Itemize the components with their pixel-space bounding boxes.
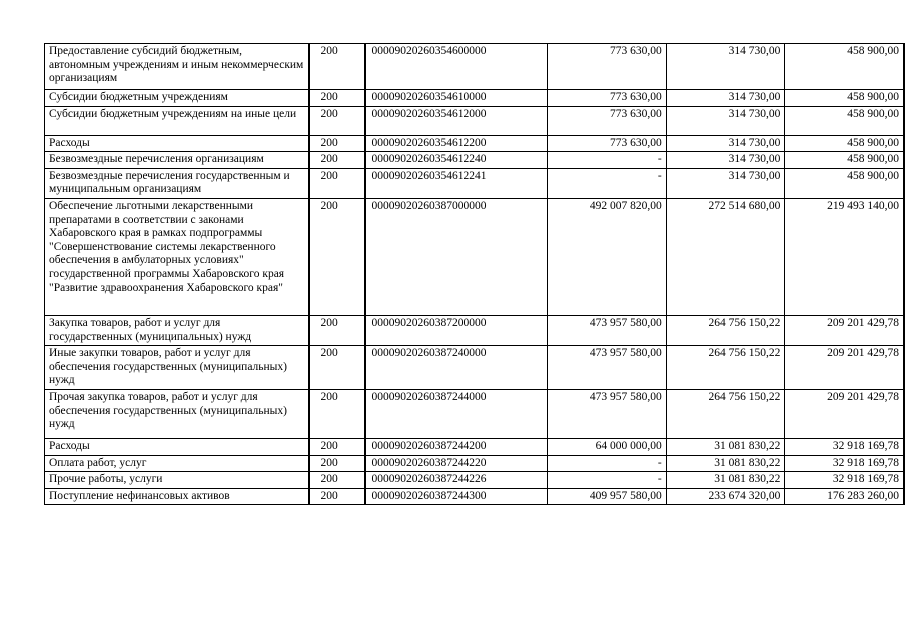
row-name-cell: Обеспечение льготными лекарственными препаратами в соответствии с законами Хабаровского края в рамках подпрограммы "Совершенствование системы лекарственного обеспечения в амбулаторных условиях" государственной программы Хабаровского края "Развитие здравоохранения Хабаровского края" [45,198,310,315]
table-row [45,198,905,315]
row-value-2-cell: 233 674 320,00 [666,488,785,505]
row-value-3-cell: 209 201 429,78 [785,389,904,438]
row-kbk-cell: 00009020260387244000 [365,389,548,438]
row-kbk-cell: 00009020260354600000 [365,44,548,90]
row-code-cell: 200 [309,198,364,315]
row-code-cell: 200 [309,488,364,505]
row-value-1-cell: 492 007 820,00 [548,198,667,315]
table-row [45,389,905,438]
row-kbk-cell: 00009020260354612200 [365,135,548,152]
row-code-cell: 200 [309,389,364,438]
row-value-1-cell: 473 957 580,00 [548,389,667,438]
table-row [45,438,905,455]
row-value-3-cell: 32 918 169,78 [785,455,904,472]
row-name-cell: Прочая закупка товаров, работ и услуг для обеспечения государственных (муниципальных) нужд [45,389,310,438]
row-kbk-cell: 00009020260354612000 [365,106,548,135]
row-kbk-cell: 00009020260387244300 [365,488,548,505]
table-row [45,44,905,90]
row-value-3-cell: 458 900,00 [785,152,904,169]
row-value-3-cell: 458 900,00 [785,135,904,152]
row-value-1-cell: 773 630,00 [548,106,667,135]
row-value-2-cell: 31 081 830,22 [666,455,785,472]
row-name-cell: Расходы [45,438,310,455]
table-row [45,455,905,472]
row-code-cell: 200 [309,90,364,107]
table-row [45,168,905,198]
row-name-cell: Иные закупки товаров, работ и услуг для обеспечения государственных (муниципальных) нужд [45,346,310,390]
row-code-cell: 200 [309,44,364,90]
row-kbk-cell: 00009020260354612240 [365,152,548,169]
row-kbk-cell: 00009020260387244220 [365,455,548,472]
row-value-2-cell: 31 081 830,22 [666,472,785,489]
row-value-2-cell: 314 730,00 [666,152,785,169]
budget-table-body [45,44,905,505]
row-value-2-cell: 314 730,00 [666,135,785,152]
row-value-3-cell: 209 201 429,78 [785,315,904,345]
row-kbk-cell: 00009020260387244226 [365,472,548,489]
row-value-2-cell: 314 730,00 [666,168,785,198]
row-value-3-cell: 32 918 169,78 [785,472,904,489]
row-value-2-cell: 314 730,00 [666,106,785,135]
row-value-3-cell: 458 900,00 [785,44,904,90]
row-kbk-cell: 00009020260354612241 [365,168,548,198]
row-value-3-cell: 219 493 140,00 [785,198,904,315]
row-value-3-cell: 458 900,00 [785,90,904,107]
row-value-1-cell: 773 630,00 [548,44,667,90]
row-value-2-cell: 31 081 830,22 [666,438,785,455]
row-code-cell: 200 [309,152,364,169]
row-value-1-cell: - [548,455,667,472]
row-name-cell: Безвозмездные перечисления организациям [45,152,310,169]
row-value-1-cell: - [548,168,667,198]
row-value-2-cell: 314 730,00 [666,90,785,107]
row-code-cell: 200 [309,455,364,472]
table-row [45,346,905,390]
row-name-cell: Предоставление субсидий бюджетным, автономным учреждениям и иным некоммерческим организациям [45,44,310,90]
row-code-cell: 200 [309,346,364,390]
row-value-3-cell: 209 201 429,78 [785,346,904,390]
row-value-3-cell: 176 283 260,00 [785,488,904,505]
row-name-cell: Субсидии бюджетным учреждениям [45,90,310,107]
row-name-cell: Безвозмездные перечисления государственным и муниципальным организациям [45,168,310,198]
row-value-1-cell: 473 957 580,00 [548,315,667,345]
row-name-cell: Расходы [45,135,310,152]
row-name-cell: Оплата работ, услуг [45,455,310,472]
row-kbk-cell: 00009020260354610000 [365,90,548,107]
row-name-cell: Закупка товаров, работ и услуг для государственных (муниципальных) нужд [45,315,310,345]
table-row [45,135,905,152]
table-row [45,472,905,489]
row-value-2-cell: 264 756 150,22 [666,315,785,345]
row-kbk-cell: 00009020260387244200 [365,438,548,455]
row-value-1-cell: - [548,472,667,489]
table-row [45,315,905,345]
row-kbk-cell: 00009020260387200000 [365,315,548,345]
row-value-2-cell: 314 730,00 [666,44,785,90]
row-name-cell: Субсидии бюджетным учреждениям на иные цели [45,106,310,135]
row-value-3-cell: 32 918 169,78 [785,438,904,455]
row-value-1-cell: 409 957 580,00 [548,488,667,505]
row-value-1-cell: 473 957 580,00 [548,346,667,390]
row-code-cell: 200 [309,135,364,152]
row-value-1-cell: 64 000 000,00 [548,438,667,455]
table-row [45,152,905,169]
row-value-2-cell: 272 514 680,00 [666,198,785,315]
row-name-cell: Поступление нефинансовых активов [45,488,310,505]
row-code-cell: 200 [309,168,364,198]
row-kbk-cell: 00009020260387000000 [365,198,548,315]
budget-table [44,43,905,505]
row-value-2-cell: 264 756 150,22 [666,346,785,390]
row-value-1-cell: - [548,152,667,169]
table-row [45,488,905,505]
row-name-cell: Прочие работы, услуги [45,472,310,489]
table-row [45,90,905,107]
row-value-2-cell: 264 756 150,22 [666,389,785,438]
row-code-cell: 200 [309,106,364,135]
row-code-cell: 200 [309,472,364,489]
row-value-3-cell: 458 900,00 [785,106,904,135]
row-code-cell: 200 [309,315,364,345]
table-row [45,106,905,135]
row-value-1-cell: 773 630,00 [548,135,667,152]
row-code-cell: 200 [309,438,364,455]
row-value-1-cell: 773 630,00 [548,90,667,107]
row-kbk-cell: 00009020260387240000 [365,346,548,390]
row-value-3-cell: 458 900,00 [785,168,904,198]
